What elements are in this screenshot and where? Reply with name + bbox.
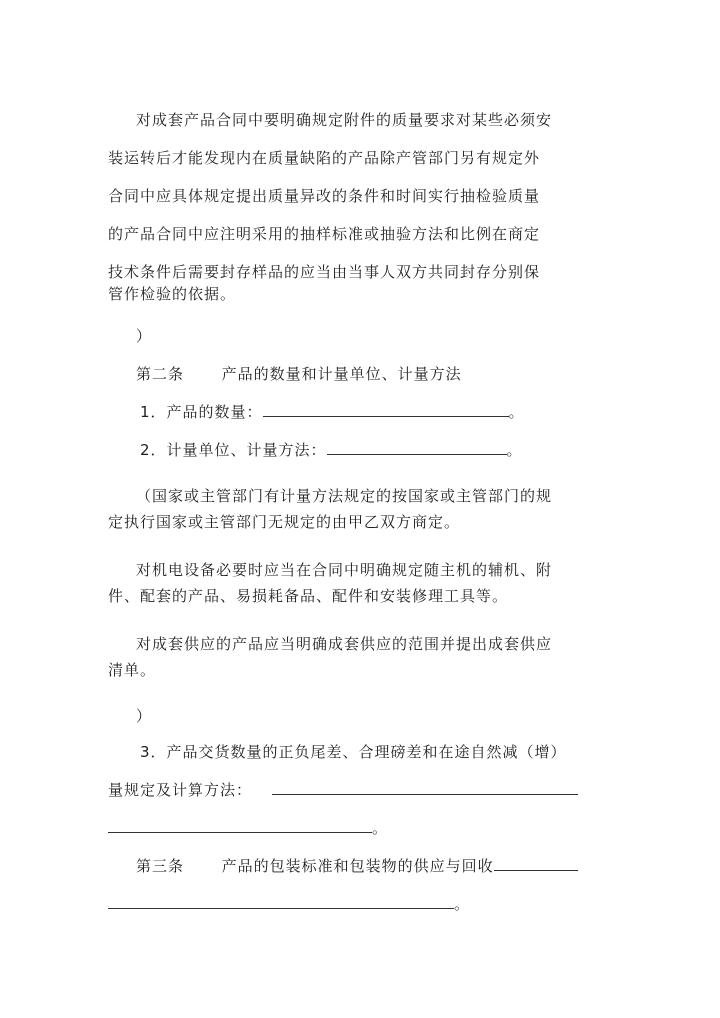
item-3-line3	[108, 818, 388, 838]
para1-line3: 合同中应具体规定提出质量异改的条件和时间实行抽检验质量	[108, 187, 541, 205]
para2-line2: 定执行国家或主管部门无规定的由甲乙双方商定。	[108, 513, 461, 531]
para1-line1: 对成套产品合同中要明确规定附件的质量要求对某些必须安	[136, 111, 553, 129]
para2-line1: （国家或主管部门有计量方法规定的按国家或主管部门的规	[136, 487, 553, 505]
para1-line5: 技术条件后需要封存样品的应当由当事人双方共同封存分别保	[108, 263, 541, 281]
item-2	[140, 440, 523, 460]
article-2-label: 第二条	[136, 365, 185, 383]
para4-line2: 清单。	[108, 661, 157, 679]
article-2-title: 产品的数量和计量单位、计量方法	[221, 365, 462, 383]
article-3-title: 产品的包装标准和包装物的供应与回收	[221, 857, 494, 875]
article-3-end: 。	[454, 895, 471, 913]
item-1-label: 1．产品的数量：	[140, 403, 263, 421]
item-1-end: 。	[508, 403, 525, 421]
para1-line6: 管作检验的依据。	[108, 285, 237, 303]
item-3-blank-2[interactable]	[108, 818, 372, 833]
article-3-label: 第三条	[136, 857, 185, 875]
item-3-label: 量规定及计算方法：	[108, 781, 253, 799]
closing-paren-2: ）	[136, 707, 153, 725]
article-3-blank-2[interactable]	[108, 894, 454, 909]
item-3-line2	[108, 780, 578, 800]
item-3-end: 。	[372, 819, 389, 837]
item-1-blank[interactable]	[263, 402, 509, 417]
para1-line2: 装运转后才能发现内在质量缺陷的产品除产管部门另有规定外	[108, 149, 541, 167]
para3-line1: 对机电设备必要时应当在合同中明确规定随主机的辅机、附	[136, 561, 553, 579]
item-3-line1: 3．产品交货数量的正负尾差、合理磅差和在途自然减（增）	[140, 743, 567, 761]
item-2-label: 2．计量单位、计量方法：	[140, 441, 327, 459]
item-2-blank[interactable]	[327, 440, 507, 455]
item-3-blank-1[interactable]	[272, 780, 578, 795]
article-3-line2	[108, 894, 470, 914]
article-2-heading	[136, 364, 462, 384]
para4-line1: 对成套供应的产品应当明确成套供应的范围并提出成套供应	[136, 635, 553, 653]
item-2-end: 。	[506, 441, 523, 459]
para1-line4: 的产品合同中应注明采用的抽样标准或抽验方法和比例在商定	[108, 225, 541, 243]
article-3-heading	[136, 856, 578, 876]
closing-paren-1: ）	[136, 327, 153, 345]
article-3-blank-1[interactable]	[494, 856, 578, 871]
item-1	[140, 402, 525, 422]
para3-line2: 件、配套的产品、易损耗备品、配件和安装修理工具等。	[108, 587, 509, 605]
